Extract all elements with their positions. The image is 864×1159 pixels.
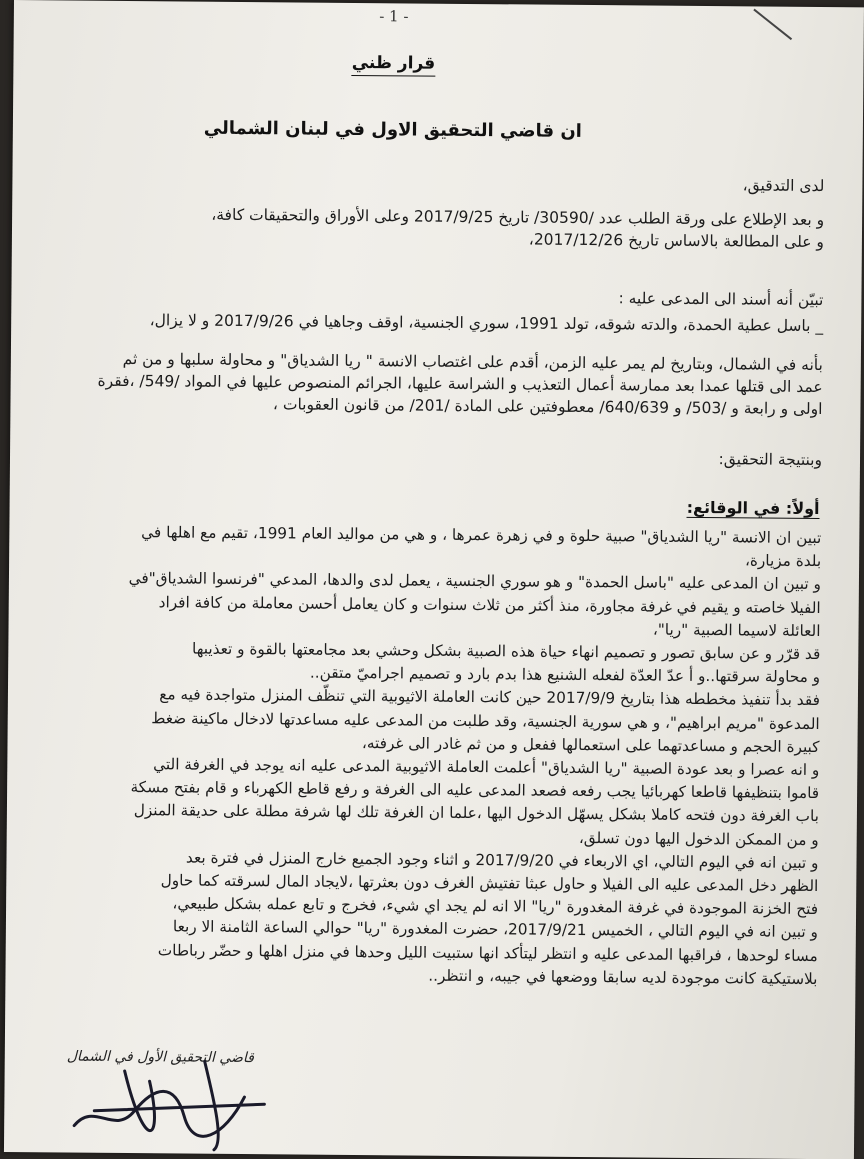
- result-label-text: وبنتيجة التحقيق:: [718, 450, 823, 470]
- accusation-block: [11, 282, 823, 337]
- signature-label: قاضي التحقيق الأول في الشمال: [66, 1048, 254, 1067]
- facts-line: كبيرة الحجم و مساعدتهما على استعمالها ففعل و من ثم غادر الى غرفته،: [361, 733, 820, 756]
- facts-line: و تبين انه في اليوم التالي، اي الاربعاء في 2017/9/20 و اثناء وجود الجميع خارج المنزل في فترة بعد: [185, 848, 819, 872]
- facts-line: الظهر دخل المدعى عليه الى الفيلا و حاول عبثا تفتيش الغرف دون بعثرتها ،لايجاد المال لسرقته كما حاول: [160, 871, 819, 896]
- charges-line: عمد الى قتلها عمدا بعد ممارسة أعمال التعذيب و الشراسة عليها، الجرائم المنصوص عليها في المواد /549/ ،فقرة: [97, 371, 823, 397]
- facts-line: و انه عصرا و بعد عودة الصبية "ريا الشدياق" أعلمت العاملة الاثيوبية المدعى عليه انه يوجد في الغرفة التي: [153, 755, 820, 780]
- facts-line: العائلة لاسيما الصبية "ريا"،: [652, 620, 821, 640]
- facts-line: مساء لوحدها ، فراقبها المدعى عليه و انتظر ليتأكد انها ستبيت الليل وحدها في منزل اهلها و حضّر رباطات: [157, 940, 818, 965]
- document-page: [4, 0, 864, 1159]
- facts-line: بلاستيكية كانت موجودة لديه سابقا ووضعها في جيبه، و انتظر..: [428, 966, 818, 988]
- facts-line: و تبين ان المدعى عليه "باسل الحمدة" و هو سوري الجنسية ، يعمل لدى والدها، المدعي "فرنسوا الشدياق"في: [128, 569, 822, 594]
- facts-line: و تبين انه في اليوم التالي ، الخميس 2017/9/21، حضرت المغدورة "ريا" حوالي الساعة الثامنة الا ربعا: [172, 917, 818, 942]
- document-title: [13, 50, 773, 77]
- facts-line: قاموا بتنظيفها قاطعا كهربائيا يجب رفعه فصعد المدعى عليه الى الغرفة و رفع قاطع الكهرباء و قام بفتح مسكة: [130, 778, 820, 803]
- intro-line: لدى التدقيق،: [742, 176, 825, 196]
- section-heading-text: أولاً: في الوقائع:: [686, 497, 820, 519]
- facts-line: قد قرّر و عن سابق تصور و تصميم انهاء حياة هذه الصبية بشكل وحشي بعد مجامعتها بالقوة و تعذيبها: [192, 639, 821, 664]
- charges-line: اولى و رابعة و /503/ و 640/639/ معطوفتين على المادة /201/ من قانون العقوبات ،: [272, 395, 823, 419]
- charges-block: [10, 347, 823, 420]
- page-number: - 1 -: [379, 7, 409, 26]
- facts-line: تبين ان الانسة "ريا الشدياق" صبية حلوة و في زهرة عمرها ، و هي من مواليد العام 1991، تقيم مع اهلها في: [141, 523, 822, 548]
- result-label: [10, 442, 822, 471]
- facts-line: فقد بدأ تنفيذ مخططه هذا بتاريخ 2017/9/9 حين كانت العاملة الاثيوبية التي تنظّف المنزل متواجدة فيه مع: [159, 685, 820, 710]
- accusation-line: تبيّن أنه أسند الى المدعى عليه :: [618, 289, 824, 310]
- facts-line: بلدة مزيارة،: [744, 551, 822, 571]
- facts-block: [5, 520, 821, 991]
- section-heading-facts: [687, 498, 820, 518]
- facts-line: و من الممكن الدخول اليها دون تسلق،: [578, 828, 819, 849]
- handwritten-signature: [54, 1040, 295, 1152]
- intro-line: و على المطالعة بالاساس تاريخ 2017/12/26،: [528, 230, 824, 252]
- accusation-line: _ باسل عطية الحمدة، والدته شوقه، تولد 1991، سوري الجنسية، اوقف وجاهيا في 2017/9/26 و لا يزال،: [149, 311, 824, 336]
- facts-line: باب الغرفة دون فتحه كاملا بشكل يسهّل الدخول اليها ،علما ان الغرفة تلك لها شرفة مطلة على حديقة المنزل: [133, 801, 819, 826]
- intro-line: و بعد الإطلاع على ورقة الطلب عدد /30590/ تاريخ 2017/9/25 وعلى الأوراق والتحقيقات كافة،: [211, 205, 825, 230]
- document-subtitle: ان قاضي التحقيق الاول في لبنان الشمالي: [203, 117, 582, 142]
- intro-block: [12, 168, 825, 253]
- facts-line: فتح الخزنة الموجودة في غرفة المغدورة "ريا" الا انه لم يجد اي شيء، فخرج و تابع عمله بشكل طبيعي،: [172, 894, 819, 919]
- facts-line: الفيلا خاصته و يقيم في غرفة مجاورة، منذ أكثر من ثلاث سنوات و كان يعامل أحسن معاملة من كافة افراد: [158, 592, 821, 617]
- document-title-text: قرار ظني: [352, 53, 436, 77]
- facts-line: المدعوة "مريم ابراهيم"، و هي سورية الجنسية، وقد طلبت من المدعى عليه مساعدتها لادخال ماكينة ضغط: [151, 708, 820, 733]
- facts-line: و محاولة سرقتها..و أ عدّ العدّة لفعله الشنيع هذا بدم بارد و تصميم اجراميّ متقن..: [309, 663, 821, 687]
- charges-line: بأنه في الشمال، وبتاريخ لم يمر عليه الزمن، أقدم على اغتصاب الانسة " ريا الشدياق" و محاولة سلبها و من ثم: [122, 349, 823, 375]
